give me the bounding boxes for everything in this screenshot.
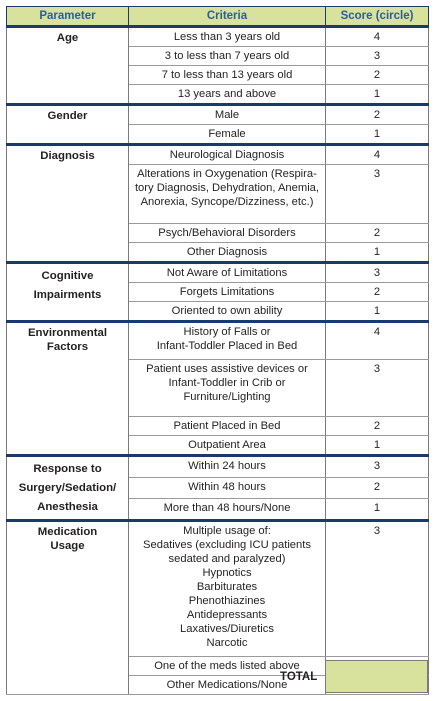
- parameter-label: Environmental: [27, 327, 108, 339]
- header-criteria: Criteria: [129, 7, 326, 27]
- criteria-cell: [129, 302, 326, 322]
- criteria-text: Female: [208, 128, 246, 140]
- criteria-text: Narcotic: [206, 637, 248, 649]
- criteria-text: Multiple usage of:: [183, 525, 271, 537]
- criteria-text: tory Diagnosis, Dehydration, Anemia,: [134, 182, 320, 194]
- criteria-text: Laxatives/Diuretics: [180, 623, 274, 635]
- parameter-cell: [7, 145, 129, 263]
- criteria-cell: [129, 27, 326, 47]
- parameter-label: Impairments: [33, 289, 102, 301]
- criteria-cell: [129, 498, 326, 520]
- parameter-label: Factors: [46, 341, 89, 353]
- score-option[interactable]: 2: [326, 417, 429, 436]
- parameter-label: Cognitive: [41, 270, 94, 282]
- criteria-cell: [129, 456, 326, 478]
- criteria-text: Alterations in Oxygenation (Respira-: [137, 168, 317, 180]
- score-option[interactable]: 3: [326, 263, 429, 283]
- criteria-text: Sedatives (excluding ICU patients: [143, 539, 311, 551]
- criteria-text: One of the meds listed above: [154, 660, 300, 672]
- criteria-text: Oriented to own ability: [171, 305, 283, 317]
- criteria-text: Antidepressants: [186, 609, 268, 621]
- total-row: [6, 659, 428, 695]
- parameter-cell: [7, 322, 129, 456]
- parameter-cell: [7, 27, 129, 105]
- parameter-label: Gender: [47, 110, 88, 122]
- criteria-text: Forgets Limitations: [179, 286, 275, 298]
- criteria-text: sedated and paralyzed): [168, 553, 286, 565]
- criteria-cell: [129, 436, 326, 456]
- header-parameter: Parameter: [7, 7, 129, 27]
- criteria-text: More than 48 hours/None: [163, 501, 291, 514]
- parameter-label: Medication: [37, 526, 98, 538]
- score-option[interactable]: 3: [326, 456, 429, 478]
- criteria-cell: [129, 521, 326, 657]
- table-row: [7, 322, 429, 360]
- parameter-label: Diagnosis: [40, 150, 95, 162]
- criteria-text: Less than 3 years old: [173, 31, 281, 43]
- criteria-cell: [129, 125, 326, 145]
- criteria-text: Furniture/Lighting: [183, 391, 271, 403]
- assessment-table: [6, 6, 429, 695]
- parameter-label: Usage: [50, 540, 85, 552]
- score-option[interactable]: 4: [326, 27, 429, 47]
- score-option[interactable]: 1: [326, 125, 429, 145]
- parameter-label: Response to: [33, 463, 102, 475]
- score-option[interactable]: 4: [326, 145, 429, 165]
- score-option[interactable]: 1: [326, 85, 429, 105]
- criteria-cell: [129, 66, 326, 85]
- criteria-text: Within 48 hours: [188, 481, 266, 494]
- fall-risk-scale: [6, 6, 428, 695]
- criteria-text: History of Falls or: [183, 326, 271, 338]
- table-row: [7, 263, 429, 283]
- criteria-text: 7 to less than 13 years old: [161, 69, 293, 81]
- score-option[interactable]: 1: [326, 302, 429, 322]
- criteria-text: Within 24 hours: [188, 460, 266, 472]
- criteria-cell: [129, 105, 326, 125]
- parameter-cell: [7, 105, 129, 145]
- criteria-text: Outpatient Area: [188, 439, 266, 451]
- parameter-label: Anesthesia: [37, 501, 98, 513]
- table-row: [7, 145, 429, 165]
- criteria-cell: [129, 165, 326, 224]
- criteria-text: Other Medications/None: [166, 679, 288, 691]
- criteria-cell: [129, 322, 326, 360]
- criteria-cell: [129, 478, 326, 499]
- criteria-cell: [129, 85, 326, 105]
- score-option[interactable]: 2: [326, 66, 429, 85]
- criteria-cell: [129, 263, 326, 283]
- score-option[interactable]: 3: [326, 521, 429, 657]
- criteria-text: Other Diagnosis: [186, 246, 268, 258]
- criteria-text: 13 years and above: [177, 88, 277, 100]
- score-option[interactable]: 3: [326, 47, 429, 66]
- table-body: [7, 27, 429, 695]
- score-option[interactable]: 2: [326, 478, 429, 499]
- parameter-cell: [7, 263, 129, 322]
- criteria-cell: [129, 283, 326, 302]
- table-row: [7, 521, 429, 657]
- criteria-text: Not Aware of Limitations: [166, 267, 288, 279]
- criteria-text: Patient uses assistive devices or: [146, 363, 308, 375]
- score-option[interactable]: 2: [326, 224, 429, 243]
- criteria-text: Patient Placed in Bed: [173, 420, 281, 432]
- score-option[interactable]: 1: [326, 436, 429, 456]
- parameter-label: Surgery/Sedation/: [18, 482, 117, 494]
- header-row: [7, 7, 429, 27]
- criteria-text: Psych/Behavioral Disorders: [158, 227, 296, 239]
- score-option[interactable]: 4: [326, 322, 429, 360]
- criteria-cell: [129, 145, 326, 165]
- criteria-text: Phenothiazines: [188, 595, 266, 607]
- score-option[interactable]: 3: [326, 360, 429, 417]
- criteria-text: 3 to less than 7 years old: [164, 50, 290, 62]
- table-row: [7, 456, 429, 478]
- criteria-text: Anorexia, Syncope/Dizziness, etc.): [140, 196, 314, 208]
- criteria-text: Neurological Diagnosis: [169, 149, 285, 161]
- criteria-text: Barbiturates: [196, 581, 258, 593]
- criteria-text: Infant-Toddler Placed in Bed: [156, 340, 298, 352]
- score-option[interactable]: 2: [326, 283, 429, 302]
- criteria-cell: [129, 47, 326, 66]
- criteria-text: Infant-Toddler in Crib or: [168, 377, 286, 389]
- criteria-cell: [129, 224, 326, 243]
- table-row: [7, 27, 429, 47]
- score-option[interactable]: 1: [326, 498, 429, 520]
- criteria-cell: [129, 243, 326, 263]
- score-option[interactable]: 1: [326, 243, 429, 263]
- total-label: TOTAL: [280, 671, 318, 683]
- table-row: [7, 105, 429, 125]
- criteria-text: Male: [214, 109, 240, 121]
- criteria-cell: [129, 360, 326, 417]
- total-score-box[interactable]: [325, 660, 428, 693]
- header-score: Score (circle): [326, 7, 429, 27]
- parameter-cell: [7, 456, 129, 521]
- criteria-cell: [129, 417, 326, 436]
- parameter-label: Age: [56, 32, 79, 44]
- score-option[interactable]: 2: [326, 105, 429, 125]
- criteria-text: Hypnotics: [202, 567, 252, 579]
- score-option[interactable]: 3: [326, 165, 429, 224]
